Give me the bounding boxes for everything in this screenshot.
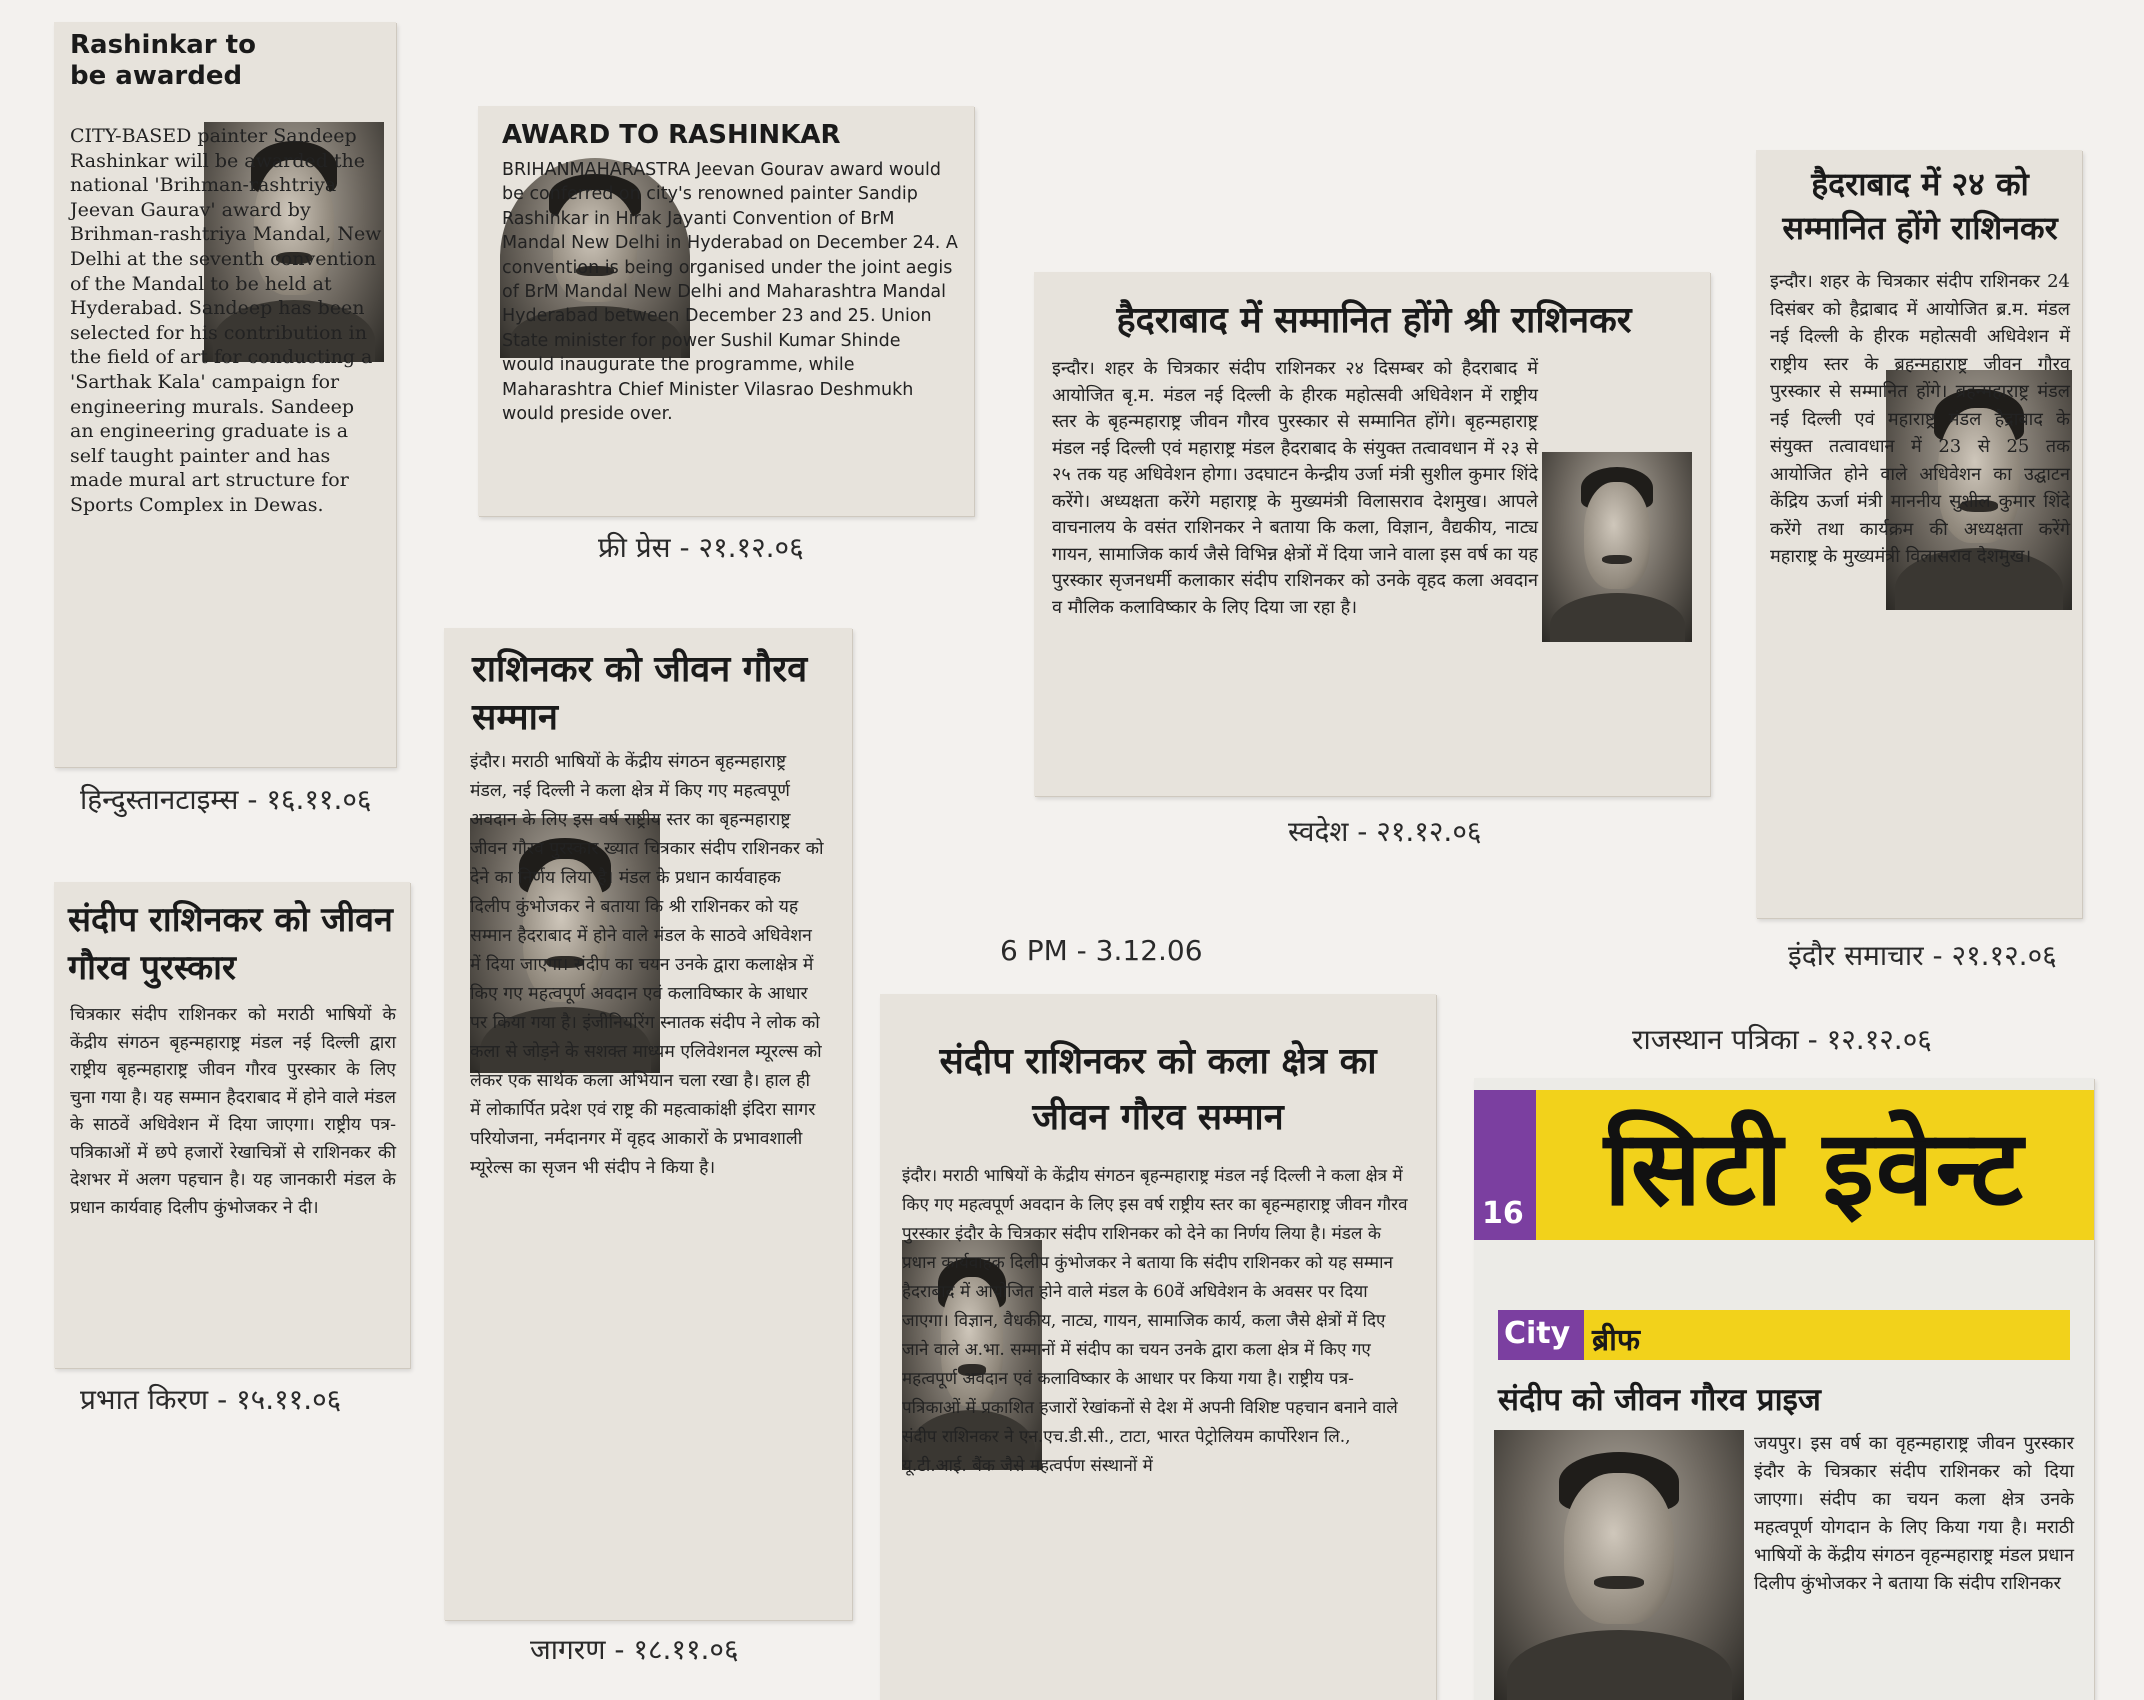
caption-hindustan-times: हिन्दुस्तानटाइम्स - १६.११.०६ — [80, 783, 372, 816]
clipping-jagran — [444, 628, 852, 1620]
headline: संदीप राशिनकर को जीवन गौरव पुरस्कार — [68, 900, 393, 988]
headline: संदीप राशिनकर को कला क्षेत्र का जीवन गौरव सम्मान — [939, 1041, 1377, 1138]
brief-label: ब्रीफ — [1592, 1323, 1641, 1358]
clipping-indore-samachar — [1756, 150, 2082, 918]
page-number: 16 — [1482, 1196, 1524, 1231]
portrait-photo — [1542, 452, 1692, 642]
caption-prabhat-kiran: प्रभात किरण - १५.११.०६ — [80, 1383, 342, 1416]
headline: संदीप को जीवन गौरव प्राइज — [1498, 1382, 1821, 1418]
caption-free-press: फ्री प्रेस - २१.१२.०६ — [598, 531, 804, 564]
caption-indore-samachar: इंदौर समाचार - २१.१२.०६ — [1788, 939, 2057, 972]
caption-6pm: 6 PM - 3.12.06 — [1000, 934, 1203, 967]
headline: हैदराबाद में २४ को सम्मानित होंगे राशिनकर — [1782, 165, 2058, 247]
banner-title: सिटी इवेन्ट — [1604, 1107, 2025, 1229]
article-body: इंदौर। मराठी भाषियों के केंद्रीय संगठन बृहन्महाराष्ट्र मंडल, नई दिल्ली ने कला क्षेत्र में किए गए महत्वपूर्ण अवदान के लिए इस वर्ष राष्ट्रीय स्तर का बृहन्महाराष्ट्र जीवन गौरव पुरस्कार ख्यात चित्रकार संदीप राशिनकर को देने का निर्णय लिया है। मंडल के प्रधान कार्यवाहक दिलीप कुंभोजकर ने बताया कि श्री राशिनकर को यह सम्मान हैदराबाद में होने वाले मंडल के साठवे अधिवेशन में दिया जाएगा। संदीप का चयन उनके द्वारा कलाक्षेत्र में किए गए महत्वपूर्ण अवदान एवं कलाविष्कार के आधार पर किया गया है। इंजीनियरिंग स्नातक संदीप ने लोक को कला से जोड़ने के सशक्त माध्यम एलिवेशनल म्यूरल्स को लेकर एक सार्थक कला अभियान चला रखा है। हाल ही में लोकार्पित प्रदेश एवं राष्ट्र की महत्वाकांक्षी इंदिरा सागर परियोजना, नर्मदानगर में वृहद आकारों के प्रभावशाली म्यूरेल्स का सृजन भी संदीप ने किया है। — [470, 752, 824, 1178]
clipping-prabhat-kiran — [54, 882, 410, 1368]
caption-swadesh: स्वदेश - २१.१२.०६ — [1288, 815, 1482, 848]
clipping-rajasthan-patrika — [1474, 1078, 2094, 1700]
caption-jagran: जागरण - १८.११.०६ — [530, 1633, 739, 1666]
clipping-6pm — [880, 994, 1436, 1700]
article-body: BRIHANMAHARASTRA Jeevan Gourav award would be conferred on city's renowned painter Sandip Rashinkar in Hirak Jayanti Convention of BrM Mandal New Delhi in Hyderabad on December 24. A convention is being organised under the joint aegis of BrM Mandal New Delhi and Maharashtra Mandal Hyderabad between December 23 and 25. Union State minister for power Sushil Kumar Shinde would inaugurate the programme, while Maharashtra Chief Minister Vilasrao Deshmukh would preside over. — [502, 160, 958, 425]
clipping-swadesh — [1034, 272, 1710, 796]
headline: राशिनकर को जीवन गौरव सम्मान — [472, 649, 808, 738]
portrait-photo — [1494, 1430, 1744, 1700]
headline: AWARD TO RASHINKAR — [502, 120, 841, 150]
article-body: चित्रकार संदीप राशिनकर को मराठी भाषियों के केंद्रीय संगठन बृहन्महाराष्ट्र मंडल नई दिल्ली द्वारा राष्ट्रीय बृहन्महाराष्ट्र जीवन गौरव पुरस्कार के लिए चुना गया है। यह सम्मान हैदराबाद में होने वाले मंडल के साठवें अधिवेशन में दिया जाएगा। राष्ट्रीय पत्र-पत्रिकाओं में छपे हजारों रेखाचित्रों से राशिनकर की देशभर में अलग पहचान है। यह जानकारी मंडल के प्रधान कार्यवाह दिलीप कुंभोजकर ने दी। — [70, 1005, 396, 1218]
clipping-free-press — [478, 106, 974, 516]
clipping-hindustan-times — [54, 22, 396, 767]
article-body: इन्दौर। शहर के चित्रकार संदीप राशिनकर 24 दिसंबर को हैद्राबाद में आयोजित ब्र.म. मंडल नई दिल्ली के हीरक महोत्सवी अधिवेशन में राष्ट्रीय स्तर के ब्रहन्महाराष्ट्र जीवन गौरव पुरस्कार से सम्मानित होंगे। ब्रहन्महाराष्ट्र मंडल नई दिल्ली एवं महाराष्ट्र मंडल हैद्राबाद के संयुक्त तत्वावधान में 23 से 25 तक आयोजित होने वाले अधिवेशन का उद्घाटन केंद्रिय ऊर्जा मंत्री माननीय सुशील कुमार शिंदे करेंगे तथा कार्यक्रम की अध्यक्षता करेंगे महाराष्ट्र के मुख्यमंत्री विलासराव देशमुख। — [1770, 271, 2070, 567]
article-body: इन्दौर। शहर के चित्रकार संदीप राशिनकर २४ दिसम्बर को हैदराबाद में आयोजित बृ.म. मंडल नई दिल्ली के हीरक महोत्सवी अधिवेशन में राष्ट्रीय स्तर के बृहन्महाराष्ट्र जीवन गौरव पुरस्कार से सम्मानित होंगे। बृहन्महाराष्ट्र मंडल नई दिल्ली एवं महाराष्ट्र मंडल हैदराबाद के संयुक्त तत्वावधान में २३ से २५ तक यह अधिवेशन होगा। उदघाटन केन्द्रीय उर्जा मंत्री सुशील कुमार शिंदे करेंगे। अध्यक्षता करेंगे महाराष्ट्र के मुख्यमंत्री विलासराव देशमुख। आपले वाचनालय के वसंत राशिनकर ने बताया कि कला, विज्ञान, वैद्यकीय, नाट्य गायन, सामाजिक कार्य जैसे विभिन्न क्षेत्रों में दिया जाने वाला इस वर्ष का यह पुरस्कार सृजनधर्मी कलाकार संदीप राशिनकर को उनके वृहद कला अवदान व मौलिक कलाविष्कार के लिए दिया जा रहा है। — [1052, 358, 1538, 618]
article-body: इंदौर। मराठी भाषियों के केंद्रीय संगठन बृहन्महाराष्ट्र मंडल नई दिल्ली ने कला क्षेत्र में किए गए महत्वपूर्ण अवदान के लिए इस वर्ष राष्ट्रीय स्तर का बृहन्महाराष्ट्र जीवन गौरव पुरस्कार इंदौर के चित्रकार संदीप राशिनकर को देने का निर्णय लिया है। मंडल के प्रधान कार्यवाहक दिलीप कुंभोजकर ने बताया कि संदीप राशिनकर को यह सम्मान हैदराबाद में आयोजित होने वाले मंडल के 60वें अधिवेशन के अवसर पर दिया जाएगा। विज्ञान, वैधकीय, नाट्य, गायन, सामाजिक कार्य, कला जैसे क्षेत्रों में दिए जाने वाले अ.भा. सम्मानों में संदीप का चयन उनके द्वारा कला क्षेत्र में किए गए महत्वपूर्ण अवदान एवं कलाविष्कार के आधार पर किया गया है। राष्ट्रीय पत्र-पत्रिकाओं में प्रकाशित हजारों रेखांकनों से देश में अपनी विशिष्ट पहचान बनाने वाले संदीप राशिनकर ने एन.एच.डी.सी., टाटा, भारत पेट्रोलियम कार्पोरेशन लि., यू.टी.आई. बैंक जैसे महत्वर्पण संस्थानों में — [902, 1166, 1408, 1476]
caption-rajasthan-patrika: राजस्थान पत्रिका - १२.१२.०६ — [1632, 1023, 1932, 1056]
headline: Rashinkar to be awarded — [70, 30, 256, 91]
city-tag-label: City — [1504, 1316, 1571, 1351]
article-body: जयपुर। इस वर्ष का वृहन्महाराष्ट्र जीवन पुरस्कार इंदौर के चित्रकार संदीप राशिनकर को दिया जाएगा। संदीप का चयन कला क्षेत्र उनके महत्वपूर्ण योगदान के लिए किया गया है। मराठी भाषियों के केंद्रीय संगठन वृहन्महाराष्ट्र मंडल प्रधान दिलीप कुंभोजकर ने बताया कि संदीप राशिनकर — [1754, 1433, 2074, 1594]
headline: हैदराबाद में सम्मानित होंगे श्री राशिनकर — [1116, 300, 1632, 341]
article-body: CITY-BASED painter Sandeep Rashinkar will be awarded the national 'Brihman-rashtriya Jeevan Gaurav' award by Brihman-rashtriya Mandal, New Delhi at the seventh convention of the Mandal to be held at Hyderabad. Sandeep has been selected for his contribution in the field of art for conducting a 'Sarthak Kala' campaign for engineering murals. Sandeep an engineering graduate is a self taught painter and has made mural art structure for Sports Complex in Dewas. — [70, 125, 382, 516]
